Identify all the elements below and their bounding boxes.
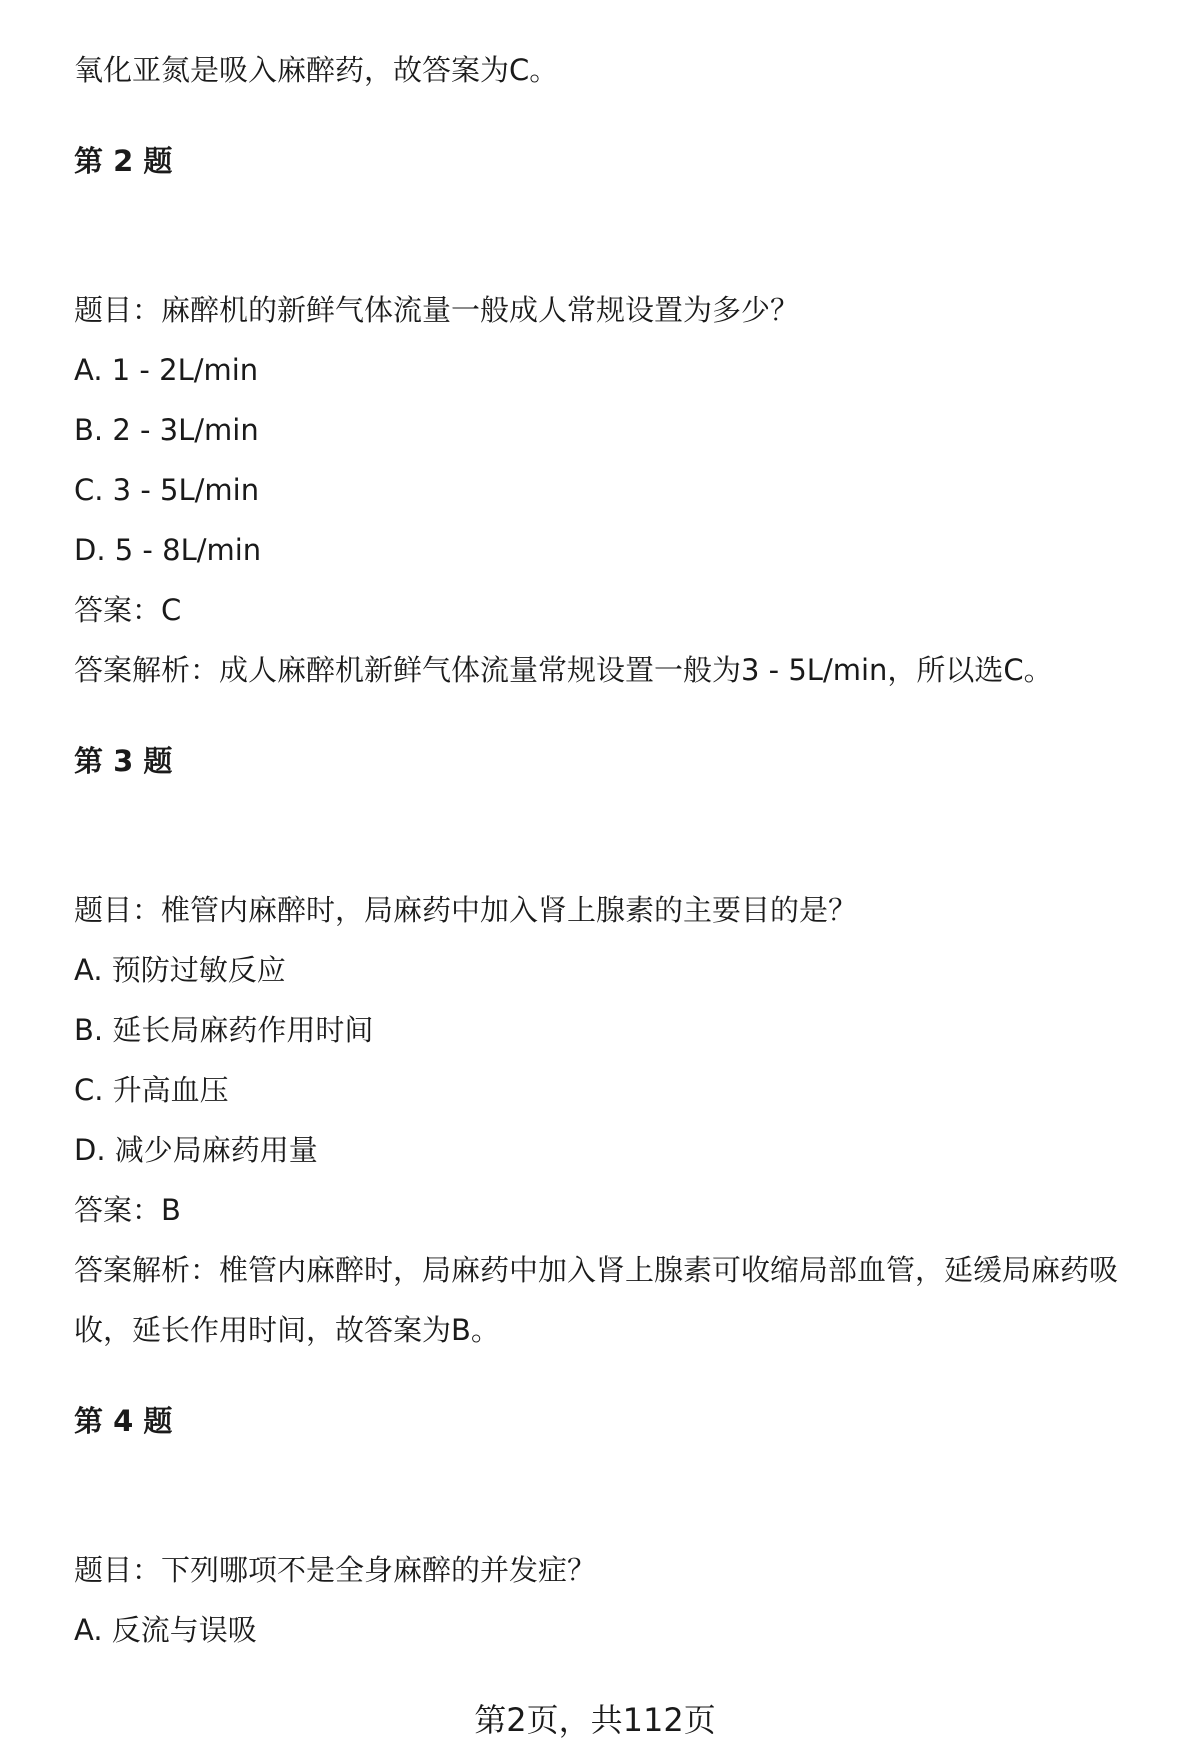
question-stem: 题目：下列哪项不是全身麻醉的并发症？	[74, 1553, 597, 1587]
answer-analysis-continued: 收，延长作用时间，故答案为B。	[74, 1313, 500, 1347]
question-heading: 第 2 题	[74, 144, 173, 178]
option-a: A. 反流与误吸	[74, 1613, 257, 1647]
option-c: C. 3 - 5L/min	[74, 473, 260, 507]
option-b: B. 2 - 3L/min	[74, 413, 259, 447]
option-d: D. 5 - 8L/min	[74, 533, 262, 567]
question-heading: 第 3 题	[74, 744, 173, 778]
option-d: D. 减少局麻药用量	[74, 1133, 318, 1167]
answer: 答案：B	[74, 1193, 181, 1227]
answer-analysis: 答案解析：成人麻醉机新鲜气体流量常规设置一般为3 - 5L/min，所以选C。	[74, 653, 1053, 687]
option-b: B. 延长局麻药作用时间	[74, 1013, 374, 1047]
option-a: A. 预防过敏反应	[74, 953, 286, 987]
analysis-continuation: 氧化亚氮是吸入麻醉药，故答案为C。	[74, 53, 559, 87]
question-heading: 第 4 题	[74, 1404, 173, 1438]
option-c: C. 升高血压	[74, 1073, 229, 1107]
option-a: A. 1 - 2L/min	[74, 353, 259, 387]
question-stem: 题目：椎管内麻醉时，局麻药中加入肾上腺素的主要目的是？	[74, 893, 858, 927]
question-stem: 题目：麻醉机的新鲜气体流量一般成人常规设置为多少？	[74, 293, 800, 327]
answer: 答案：C	[74, 593, 182, 627]
page-number-footer: 第2页，共112页	[474, 1701, 716, 1739]
document-page	[74, 0, 1174, 1755]
answer-analysis: 答案解析：椎管内麻醉时，局麻药中加入肾上腺素可收缩局部血管，延缓局麻药吸	[74, 1253, 1119, 1287]
